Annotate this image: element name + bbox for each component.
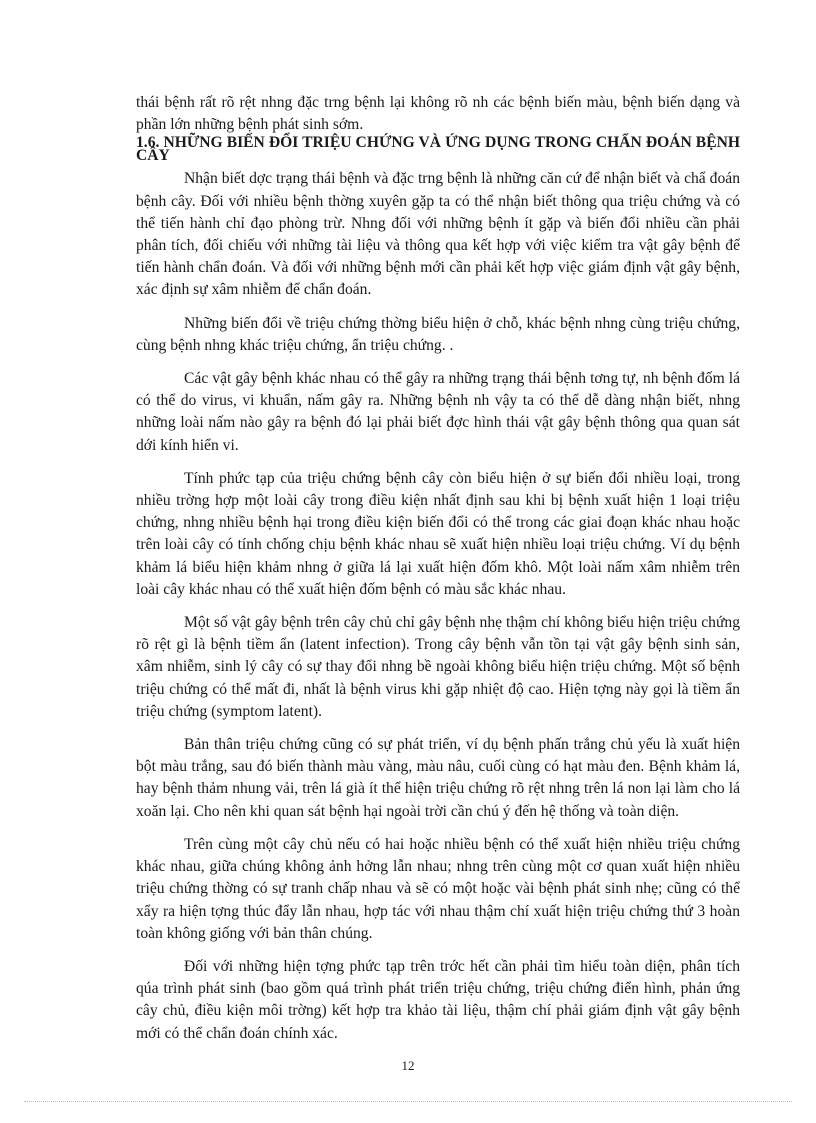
body-paragraph: Những biến đổi về triệu chứng thờng biểu hiện ở chỗ, khác bệnh nhng cùng triệu chứng, cùng bệnh nhng khác triệu chứng, ẩn triệu chứng. . [136,314,740,354]
continued-paragraph: thái bệnh rất rõ rệt nhng đặc trng bệnh lại không rõ nh các bệnh biến màu, bệnh biến dạng và phần lớn những bệnh phát sinh sớm. [136,94,740,134]
section-heading: 1.6. NHỮNG BIẾN ĐỔI TRIỆU CHỨNG VÀ ỨNG DỤNG TRONG CHẨN ĐOÁN BỆNH CÂY [136,134,740,165]
page-content [136,92,740,1056]
body-paragraph: Nhận biết dợc trạng thái bệnh và đặc trng bệnh là những căn cứ để nhận biết và chẩ đoán bệnh cây. Đối với nhiều bệnh thờng xuyên gặp ta có thể nhận biết thông qua triệu chứng và có thể tiến hành chỉ đạo phòng trừ. Nhng đối với những bệnh ít gặp và biến đổi nhiều cần phải phân tích, đối chiếu với những tài liệu và thông qua kết hợp với việc kiểm tra vật gây bệnh để tiến hành chẩn đoán. Và đối với những bệnh mới cần phải kết hợp việc giám định vật gây bệnh, xác định sự xâm nhiễm để chẩn đoán. [136,170,740,299]
body-paragraph: Các vật gây bệnh khác nhau có thể gây ra những trạng thái bệnh tơng tự, nh bệnh đốm lá có thể do virus, vi khuẩn, nấm gây ra. Những bệnh nh vậy ta có thể dễ dàng nhận biết, nhng những loài nấm nào gây ra bệnh đó lại phải biết đợc hình thái vật gây bệnh thông qua quan sát dới kính hiển vi. [136,370,740,454]
body-paragraph: Đối với những hiện tợng phức tạp trên trớc hết cần phải tìm hiểu toàn diện, phân tích qúa trình phát sinh (bao gồm quá trình phát triển triệu chứng, triệu chứng điển hình, phản ứng cây chủ, điều kiện môi trờng) kết hợp tra khảo tài liệu, thậm chí phải giám định vật gây bệnh mới có thể chẩn đoán chính xác. [136,957,740,1042]
body-paragraph: Trên cùng một cây chủ nếu có hai hoặc nhiều bệnh có thể xuất hiện nhiều triệu chứng khác nhau, giữa chúng không ảnh hởng lẫn nhau; nhng trên cùng một cơ quan xuất hiện nhiều triệu chứng thờng có sự tranh chấp nhau và sẽ có một hoặc vài bệnh phát sinh nhẹ; cũng có thể xẩy ra hiện tợng thúc đẩy lẫn nhau, hợp tác với nhau thậm chí xuất hiện triệu chứng thứ 3 hoàn toàn không giống với bản thân chúng. [136,835,740,942]
body-paragraph: Bản thân triệu chứng cũng có sự phát triển, ví dụ bệnh phấn trắng chủ yếu là xuất hiện bột màu trắng, sau đó biến thành màu vàng, màu nâu, cuối cùng có hạt màu đen. Bệnh khảm lá, hay bệnh thảm nhung vải, trên lá già ít thể hiện triệu chứng rõ rệt nhng trên lá non lại làm cho lá xoăn lại. Cho nên khi quan sát bệnh hại ngoài trời cần chú ý đến hệ thống và toàn diện. [136,736,740,820]
body-paragraph: Một số vật gây bệnh trên cây chủ chỉ gây bệnh nhẹ thậm chí không biểu hiện triệu chứng rõ rệt gì là bệnh tiềm ẩn (latent infection). Trong cây bệnh vẫn tồn tại vật gây bệnh sinh sản, xâm nhiễm, sinh lý cây có sự thay đổi nhng bề ngoài không biểu hiện triệu chứng. Một số bệnh triệu chứng có thể mất đi, nhất là bệnh virus khi gặp nhiệt độ cao. Hiện tợng này gọi là tiềm ẩn triệu chứng (symptom latent). [136,614,740,720]
body-paragraph: Tính phức tạp của triệu chứng bệnh cây còn biểu hiện ở sự biến đổi nhiều loại, trong nhiều trờng hợp một loài cây trong điều kiện nhất định sau khi bị bệnh xuất hiện 1 loại triệu chứng, nhng nhiều bệnh hại trong điều kiện biến đổi có thể trong các giai đoạn khác nhau hoặc trên loài cây có tính chống chịu bệnh khác nhau sẽ xuất hiện nhiều loại triệu chứng. Ví dụ bệnh khảm lá biểu hiện khảm nhng ở giữa lá lại xuất hiện đốm khô. Một loài nấm xâm nhiễm trên loài cây khác nhau có thể xuất hiện đốm bệnh có màu sắc khác nhau. [136,469,740,598]
page-number: 12 [401,1058,415,1073]
footer-divider [24,1101,792,1102]
